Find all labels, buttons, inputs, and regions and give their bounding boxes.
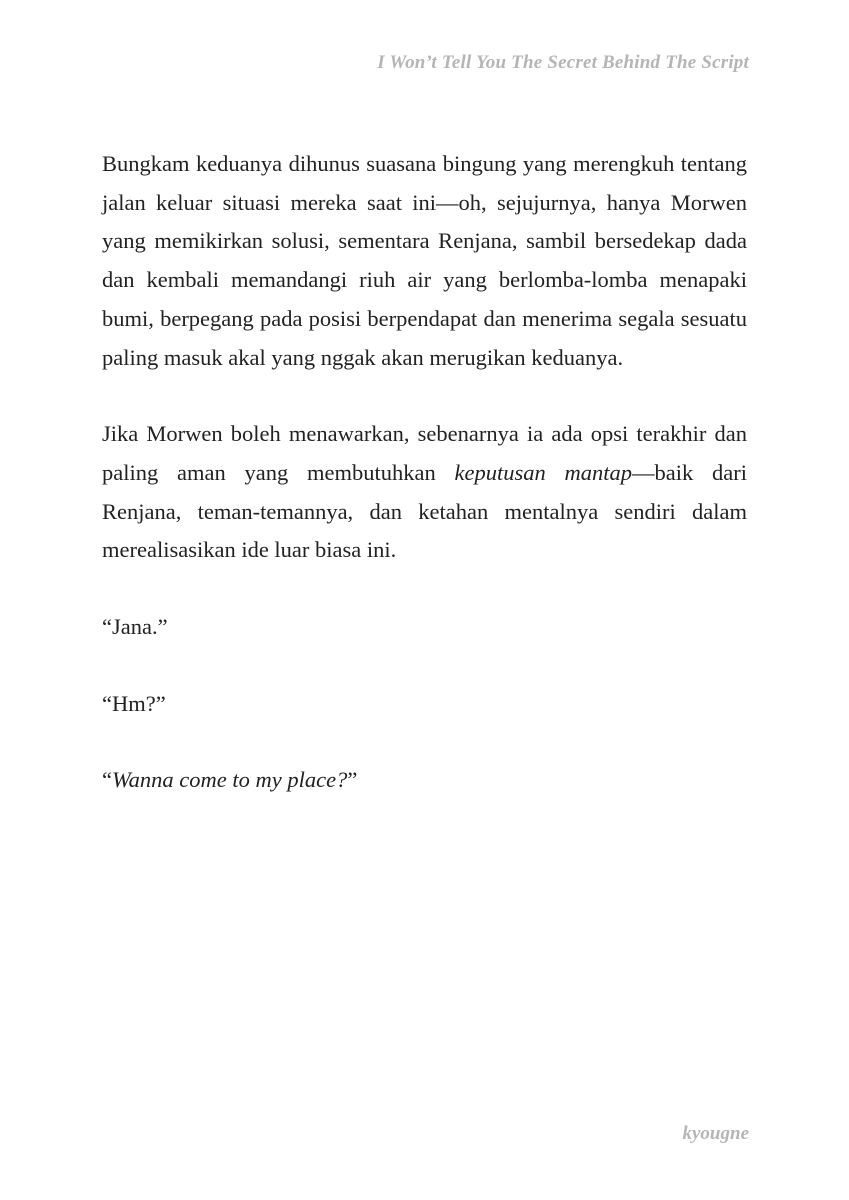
dialogue-line-3-open-quote: “ — [102, 767, 112, 793]
body-text — [102, 145, 747, 800]
paragraph-2-text-start: Jika Morwen boleh menawarkan, sebenarnya ia ada opsi terakhir dan paling aman yang membutuhkan — [102, 421, 747, 485]
running-header-title: I Won’t Tell You The Secret Behind The Script — [377, 52, 749, 73]
paragraph-2-emphasis: keputusan mantap — [454, 459, 632, 485]
paragraph-2 — [102, 415, 747, 570]
paragraph-2-text-end: —baik dari Renjana, teman-temannya, dan ketahan mentalnya sendiri dalam merealisasikan ide luar biasa ini. — [102, 459, 747, 563]
footer-author: kyougne — [682, 1123, 749, 1144]
dialogue-line-1-text: “Jana.” — [102, 614, 168, 640]
dialogue-line-1 — [102, 608, 747, 647]
paragraph-1-text: Bungkam keduanya dihunus suasana bingung yang merengkuh tentang jalan keluar situasi mereka saat ini—oh, sejujurnya, hanya Morwen yang memikirkan solusi, sementara Renjana, sambil bersedekap dada dan kembali memandangi riuh air yang berlomba-lomba menapaki bumi, berpegang pada posisi berpendapat dan menerima segala sesuatu paling masuk akal yang nggak akan merugikan keduanya. — [102, 151, 747, 370]
paragraph-1 — [102, 145, 747, 377]
dialogue-line-3 — [102, 761, 747, 800]
dialogue-line-2-text: “Hm?” — [102, 690, 166, 716]
dialogue-line-2 — [102, 685, 747, 724]
dialogue-line-3-close-quote: ” — [347, 767, 358, 793]
dialogue-line-3-emphasis: Wanna come to my place? — [112, 767, 348, 793]
